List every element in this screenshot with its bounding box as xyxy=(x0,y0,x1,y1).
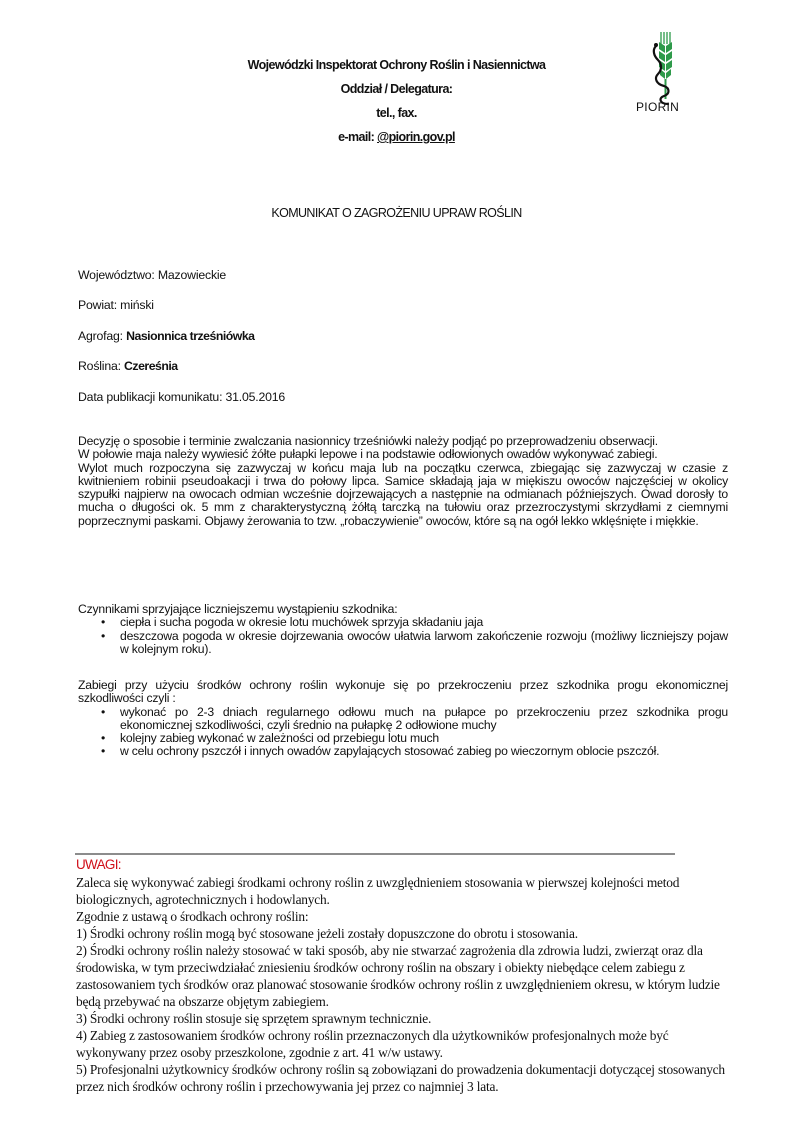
publication-date-value: 31.05.2016 xyxy=(225,390,286,404)
notes-heading: UWAGI: xyxy=(76,857,121,872)
county-label: Powiat: xyxy=(78,298,117,312)
list-item: • w celu ochrony pszczół i innych owadów zapylających stosować zabieg po wieczornym oblocie pszczół. xyxy=(101,744,660,759)
publication-date-field xyxy=(78,390,285,404)
notes-item: 3) Środki ochrony roślin stosuje się sprzętem sprawnym technicznie. xyxy=(76,1011,432,1026)
bullet-icon: • xyxy=(101,615,106,630)
treatments-list xyxy=(78,706,728,759)
logo-text: PIORIN xyxy=(636,100,680,114)
voivodeship-label: Województwo: xyxy=(78,268,155,282)
bullet-icon: • xyxy=(101,704,106,719)
document-title: KOMUNIKAT O ZAGROŻENIU UPRAW ROŚLIN xyxy=(271,206,522,220)
factors-intro: Czynnikami sprzyjające liczniejszemu wystąpieniu szkodnika: xyxy=(78,602,398,616)
county-field xyxy=(78,298,154,312)
description-paragraph: Wylot much rozpoczyna się zazwyczaj w końcu maja lub na początku czerwca, zbiegając się zazwyczaj w czasie z kwitnieniem robinii pseudoakacji i trwa do połowy lipca. Samice składają jaja w miękiszu owoców najczęściej w okolicy szypułki najpierw na owocach odmian wcześnie dojrzewających a następnie na odmianach późniejszych. Owad dorosły to mucha o długości ok. 5 mm z charakterystyczną żółtą tarczką na tułowiu oraz przezroczystymi skrzydłami z ciemnymi poprzecznymi paskami. Objawy żerowania to tzw. „robaczywienie” owoców, które są na ogół lekko wklęśnięte i miękkie. xyxy=(78,460,728,528)
plant-value: Czereśnia xyxy=(124,359,178,373)
bullet-icon: • xyxy=(101,731,106,746)
notes-law-intro: Zgodnie z ustawą o środkach ochrony roślin: xyxy=(76,909,309,924)
factors-list xyxy=(78,616,728,656)
notes-item: 2) Środki ochrony roślin należy stosować w taki sposób, aby nie stwarzać zagrożenia dla zdrowia ludzi, zwierząt oraz dla środowiska, w tym przeciwdziałać zniesieniu środków ochrony roślin na obszary i obiekty niebędące celem zabiegu z zastosowaniem tych środków oraz planować stosowanie środków ochrony roślin z uwzględnieniem okresu, w którym ludzie będą przebywać na obszarze objętym zabiegiem. xyxy=(76,943,720,1009)
email-line xyxy=(0,125,793,149)
institution-name: Wojewódzki Inspektorat Ochrony Roślin i Nasiennictwa xyxy=(247,58,546,72)
description-paragraph: W połowie maja należy wywiesić żółte pułapki lepowe i na podstawie odłowionych owadów wykonywać zabiegi. xyxy=(78,447,658,462)
phone-fax-label: tel., fax. xyxy=(376,106,417,120)
notes-item: 5) Profesjonalni użytkownicy środków ochrony roślin są zobowiązani do prowadzenia dokumentacji dotyczącej stosowanych przez nich środków ochrony roślin i przechowywania jej przez co najmniej 3 lata. xyxy=(76,1062,725,1094)
treatment-guidelines xyxy=(78,679,728,759)
pest-label: Agrofag: xyxy=(78,329,123,343)
notes-intro: Zaleca się wykonywać zabiegi środkami ochrony roślin z uwzględnieniem stosowania w pierwszej kolejności metod biologicznych, agrotechnicznych i hodowlanych. xyxy=(76,875,680,907)
voivodeship-value: Mazowieckie xyxy=(157,268,227,282)
pest-description xyxy=(78,435,728,528)
treatments-intro: Zabiegi przy użyciu środków ochrony roślin wykonuje się po przekroczeniu przez szkodnika progu ekonomicznej szkodliwości czyli : xyxy=(78,678,728,706)
notes-item: 1) Środki ochrony roślin mogą być stosowane jeżeli zostały dopuszczone do obrotu i stosowania. xyxy=(76,926,578,941)
list-item: • ciepła i sucha pogoda w okresie lotu muchówek sprzyja składaniu jaja xyxy=(101,615,484,630)
voivodeship-field xyxy=(78,268,226,282)
notes-item: 4) Zabieg z zastosowaniem środków ochrony roślin przeznaczonych dla użytkowników profesjonalnych może być wykonywany przez osoby przeszkolone, zgodnie z art. 41 w/w ustawy. xyxy=(76,1028,669,1060)
email-link[interactable]: @piorin.gov.pl xyxy=(377,130,455,144)
favoring-factors xyxy=(78,603,728,656)
publication-date-label: Data publikacji komunikatu: xyxy=(78,390,223,404)
list-item: • deszczowa pogoda w okresie dojrzewania owoców ułatwia larwom zakończenie rozwoju (możliwy liczniejszy pojaw w kolejnym roku). xyxy=(101,628,728,656)
bullet-icon: • xyxy=(101,744,106,759)
list-item: • kolejny zabieg wykonać w zależności od przebiegu lotu much xyxy=(101,731,439,746)
bullet-icon: • xyxy=(101,628,106,643)
section-divider xyxy=(75,853,675,855)
list-item: • wykonać po 2-3 dniach regularnego odłowu much na pułapce po przekroczeniu przez szkodnika progu ekonomicznej szkodliwości, czyli średnio na pułapkę 2 odłowione muchy xyxy=(101,704,728,732)
plant-label: Roślina: xyxy=(78,359,121,373)
description-paragraph: Decyzję o sposobie i terminie zwalczania nasionnicy trześniówki należy podjąć po przeprowadzeniu obserwacji. xyxy=(78,434,658,448)
plant-field xyxy=(78,359,178,373)
branch-label: Oddział / Delegatura: xyxy=(340,82,453,96)
notes-section xyxy=(76,874,736,1095)
pest-value: Nasionnica trześniówka xyxy=(126,329,255,343)
email-label: e-mail: xyxy=(338,130,375,144)
county-value: miński xyxy=(120,298,154,312)
pest-field xyxy=(78,329,255,343)
